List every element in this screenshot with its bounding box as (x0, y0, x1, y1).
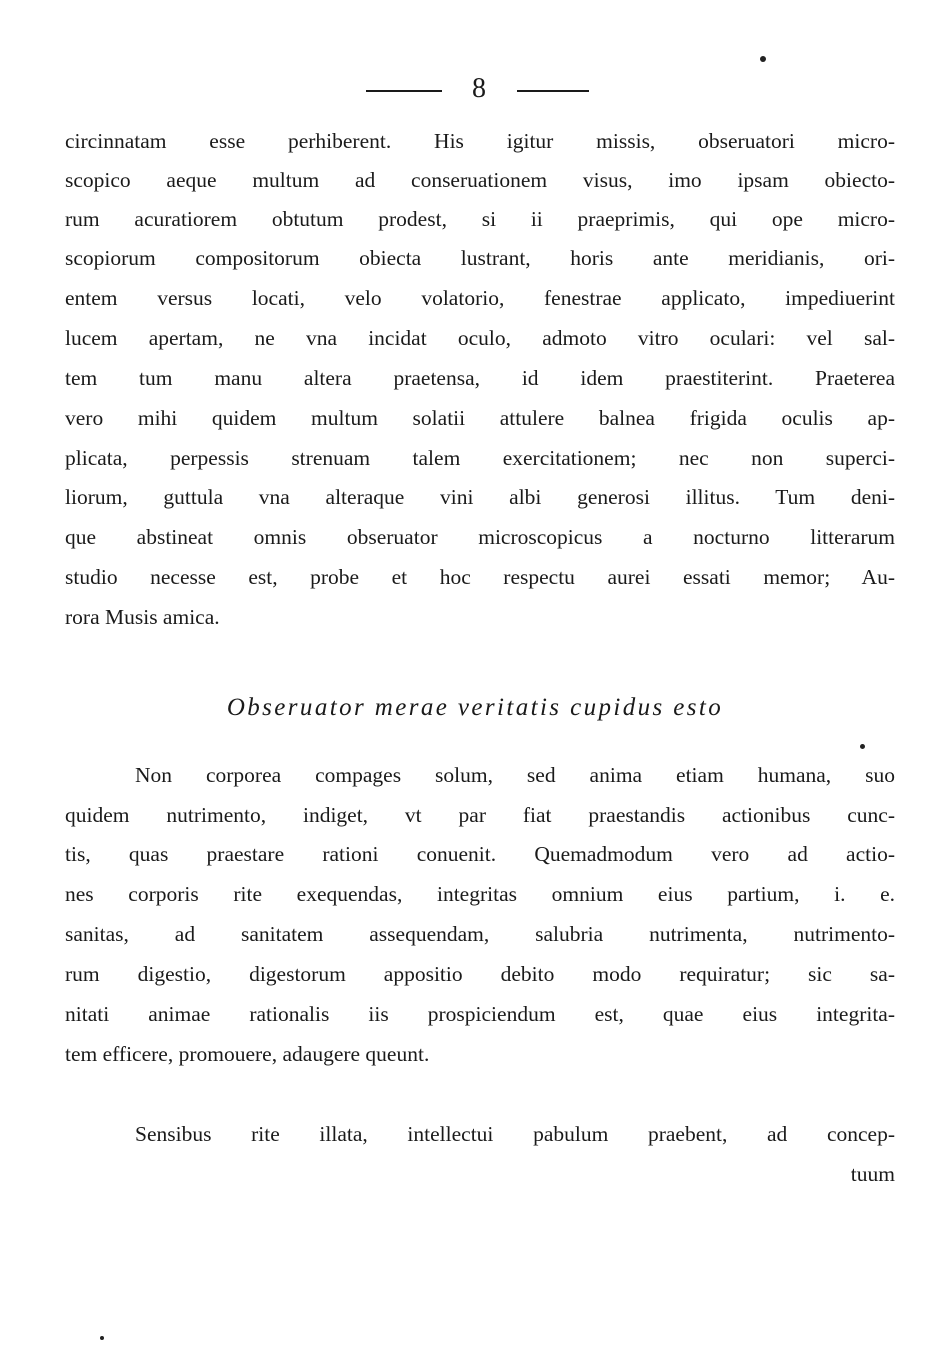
text-line: nes corporis rite exequendas, integritas omnium eius partium, i. e. (65, 882, 895, 906)
header-rule-left (366, 90, 442, 92)
running-header (0, 72, 950, 106)
text-line: circinnatam esse perhiberent. His igitur missis, obseruatori micro- (65, 129, 895, 153)
text-line: tem tum manu altera praetensa, id idem praestiterint. Praeterea (65, 366, 895, 390)
text-line: rora Musis amica. (65, 605, 220, 629)
section-heading: Obseruator merae veritatis cupidus esto (226, 694, 724, 721)
text-line: studio necesse est, probe et hoc respectu aurei essati memor; Au- (65, 565, 895, 589)
scan-speck (760, 56, 766, 62)
page-number: 8 (472, 73, 486, 104)
text-line: lucem apertam, ne vna incidat oculo, admoto vitro oculari: vel sal- (65, 326, 895, 350)
header-rule-right (517, 90, 589, 92)
text-line: que abstineat omnis obseruator microscopicus a nocturno litterarum (65, 525, 895, 549)
text-line: scopiorum compositorum obiecta lustrant, horis ante meridianis, ori- (65, 246, 895, 270)
text-line: quidem nutrimento, indiget, vt par fiat praestandis actionibus cunc- (65, 803, 895, 827)
catchword: tuum (850, 1162, 895, 1186)
text-line: nitati animae rationalis iis prospiciendum est, quae eius integrita- (65, 1002, 895, 1026)
scan-speck (100, 1336, 104, 1340)
text-line: plicata, perpessis strenuam talem exercitationem; nec non superci- (65, 446, 895, 470)
text-line: sanitas, ad sanitatem assequendam, salubria nutrimenta, nutrimento- (65, 922, 895, 946)
text-line: scopico aeque multum ad conseruationem visus, imo ipsam obiecto- (65, 168, 895, 192)
text-line: rum digestio, digestorum appositio debito modo requiratur; sic sa- (65, 962, 895, 986)
text-line: rum acuratiorem obtutum prodest, si ii praeprimis, qui ope micro- (65, 207, 895, 231)
text-line: entem versus locati, velo volatorio, fenestrae applicato, impediuerint (65, 286, 895, 310)
text-line: tis, quas praestare rationi conuenit. Quemadmodum vero ad actio- (65, 842, 895, 866)
text-line: Non corporea compages solum, sed anima etiam humana, suo (135, 763, 895, 787)
text-line: tem efficere, promouere, adaugere queunt. (65, 1042, 430, 1066)
text-line: Sensibus rite illata, intellectui pabulum praebent, ad concep- (135, 1122, 895, 1146)
text-line: liorum, guttula vna alteraque vini albi generosi illitus. Tum deni- (65, 485, 895, 509)
text-line: vero mihi quidem multum solatii attulere balnea frigida oculis ap- (65, 406, 895, 430)
scan-speck (860, 744, 865, 749)
